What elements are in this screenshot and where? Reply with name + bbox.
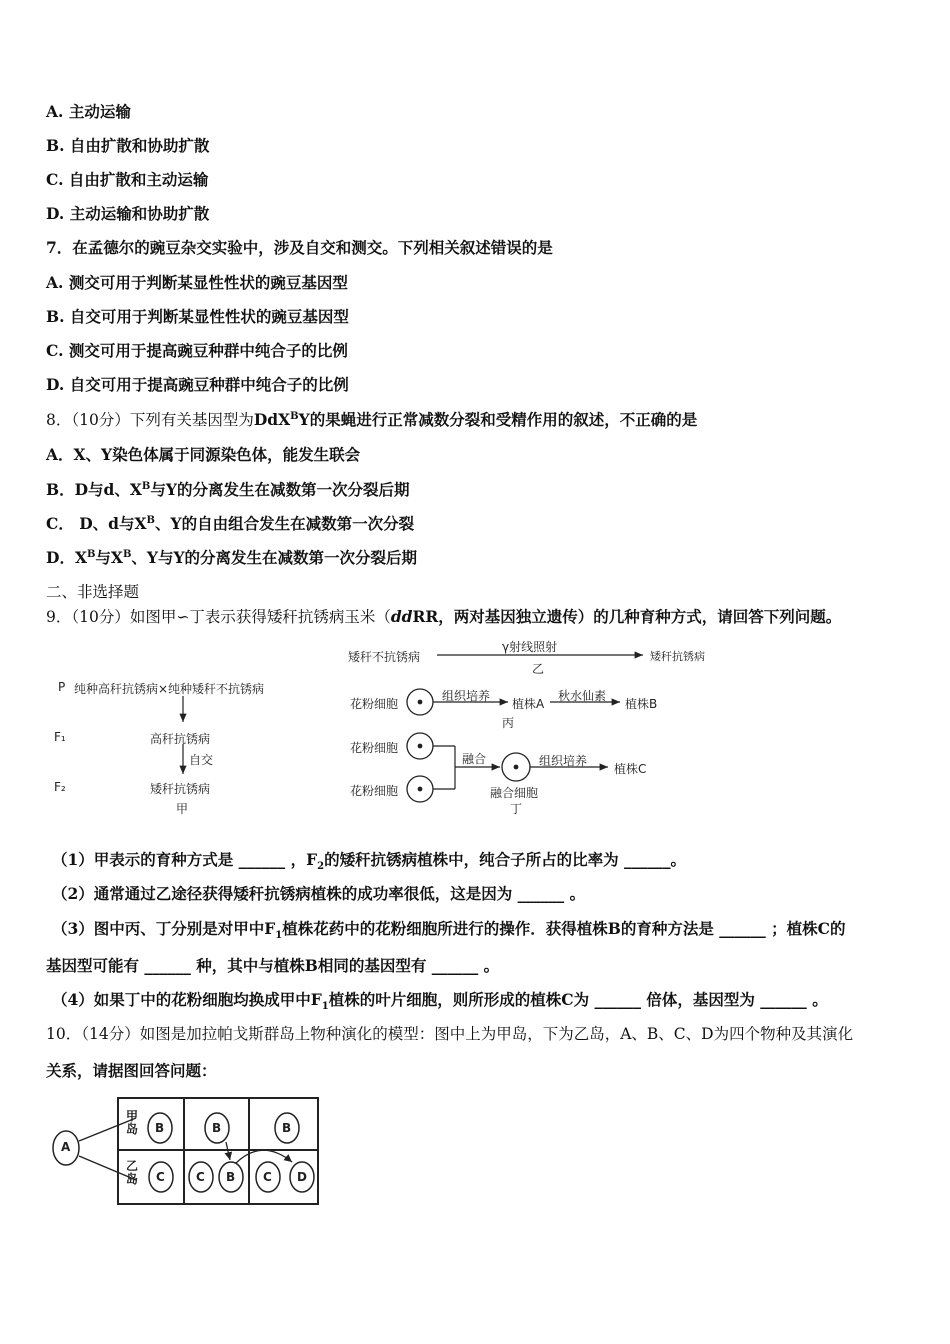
species-d: D: [297, 1170, 307, 1184]
fusion-cell-label: 融合细胞: [490, 786, 539, 800]
colchicine-label: 秋水仙素: [558, 689, 607, 703]
q9-sub1: （1）甲表示的育种方式是 ______ ，$F_2$的矮秆抗锈病植株中，纯合子所占的比率为 ______。: [52, 850, 686, 873]
fusion-label: 融合: [462, 752, 487, 766]
q10-stem-cont: 关系，请据图回答问题：: [46, 1061, 217, 1080]
pollen-cell-2: 花粉细胞: [350, 741, 399, 755]
q9-sub4: （4）如果丁中的花粉细胞均换成甲中$F_1$植株的叶片细胞，则所形成的植株C为 ______ 倍体，基因型为 ______ 。: [52, 990, 828, 1013]
method-bing: 丙: [502, 716, 515, 730]
q8-option-b: B．D与d、$X^B$与Y的分离发生在减数第一次分裂后期: [46, 480, 410, 499]
species-c-3: C: [263, 1170, 272, 1184]
plant-a: 植株A: [512, 697, 545, 711]
q7-stem: 7．在孟德尔的豌豆杂交实验中，涉及自交和测交。下列相关叙述错误的是: [46, 238, 553, 257]
q6-option-b: B. 自由扩散和协助扩散: [46, 136, 210, 155]
island-yi-label: 乙岛: [126, 1159, 139, 1186]
q7-option-a: A. 测交可用于判断某显性性状的豌豆基因型: [46, 273, 348, 292]
yi-source: 矮秆不抗锈病: [348, 650, 421, 664]
q7-option-d: D. 自交可用于提高豌豆种群中纯合子的比例: [46, 375, 349, 394]
species-b-1: B: [155, 1121, 165, 1135]
tissue-culture-label-2: 组织培养: [539, 754, 588, 768]
breeding-diagram: [50, 636, 705, 818]
plant-c: 植株C: [614, 762, 647, 776]
q9-sub3: （3）图中丙、丁分别是对甲中$F_1$植株花药中的花粉细胞所进行的操作．获得植株B的育种方法是 ______ ；植株C的: [52, 919, 846, 942]
q7-option-c: C. 测交可用于提高豌豆种群中纯合子的比例: [46, 341, 348, 360]
species-c-2: C: [196, 1170, 205, 1184]
q6-option-a: A. 主动运输: [46, 102, 131, 121]
f2-phenotype: 矮秆抗锈病: [150, 782, 211, 796]
species-c-1: C: [156, 1170, 165, 1184]
q7-option-b: B. 自交可用于判断某显性性状的豌豆基因型: [46, 307, 349, 326]
q8-option-a: A．X、Y染色体属于同源染色体，能发生联会: [46, 445, 361, 464]
pollen-cell-3: 花粉细胞: [350, 784, 399, 798]
plant-b: 植株B: [625, 697, 658, 711]
pollen-cell-1: 花粉细胞: [350, 697, 399, 711]
island-evolution-diagram: [48, 1096, 323, 1206]
gamma-label: γ射线照射: [502, 640, 558, 654]
q10-stem: 10．（14分）如图是加拉帕戈斯群岛上物种演化的模型：图中上为甲岛，下为乙岛，A、B、C、D为四个物种及其演化: [46, 1025, 854, 1043]
f1-label: F₁: [54, 730, 66, 744]
method-ding: 丁: [510, 802, 523, 816]
f2-label: F₂: [54, 780, 66, 794]
q8-stem: 8．（10分）下列有关基因型为DdX$^B$Y的果蝇进行正常减数分裂和受精作用的叙述，不正确的是: [46, 410, 698, 429]
section-heading: 二、非选择题: [46, 583, 140, 601]
q8-option-d: D．$X^B$与$X^B$、Y与Y的分离发生在减数第一次分裂后期: [46, 548, 418, 567]
q8-option-c: C． D、d与$X^B$、Y的自由组合发生在减数第一次分裂: [46, 514, 415, 533]
species-a: A: [61, 1140, 71, 1154]
species-b-2: B: [212, 1121, 222, 1135]
q6-option-d: D. 主动运输和协助扩散: [46, 204, 210, 223]
island-diagram-lines: [48, 1096, 323, 1206]
p-cross: 纯种高秆抗锈病×纯种矮秆不抗锈病: [74, 682, 265, 696]
q9-sub3-cont: 基因型可能有 ______ 种，其中与植株B相同的基因型有 ______ 。: [46, 956, 500, 975]
self-cross-label: 自交: [189, 753, 214, 767]
p-label: P: [58, 680, 66, 694]
tissue-culture-label-1: 组织培养: [442, 689, 491, 703]
f1-phenotype: 高秆抗锈病: [150, 732, 211, 746]
yi-result: 矮秆抗锈病: [650, 650, 705, 663]
q6-option-c: C. 自由扩散和主动运输: [46, 170, 209, 189]
method-jia: 甲: [176, 802, 189, 816]
species-b-4: B: [226, 1170, 236, 1184]
species-b-3: B: [282, 1121, 292, 1135]
island-jia-label: 甲岛: [126, 1109, 139, 1136]
q9-stem: 9．（10分）如图甲∽丁表示获得矮秆抗锈病玉米（ddRR，两对基因独立遗传）的几种育种方式，请回答下列问题。: [46, 607, 842, 626]
method-yi: 乙: [532, 662, 545, 676]
q9-sub2: （2）通常通过乙途径获得矮秆抗锈病植株的成功率很低，这是因为 ______ 。: [52, 884, 586, 903]
